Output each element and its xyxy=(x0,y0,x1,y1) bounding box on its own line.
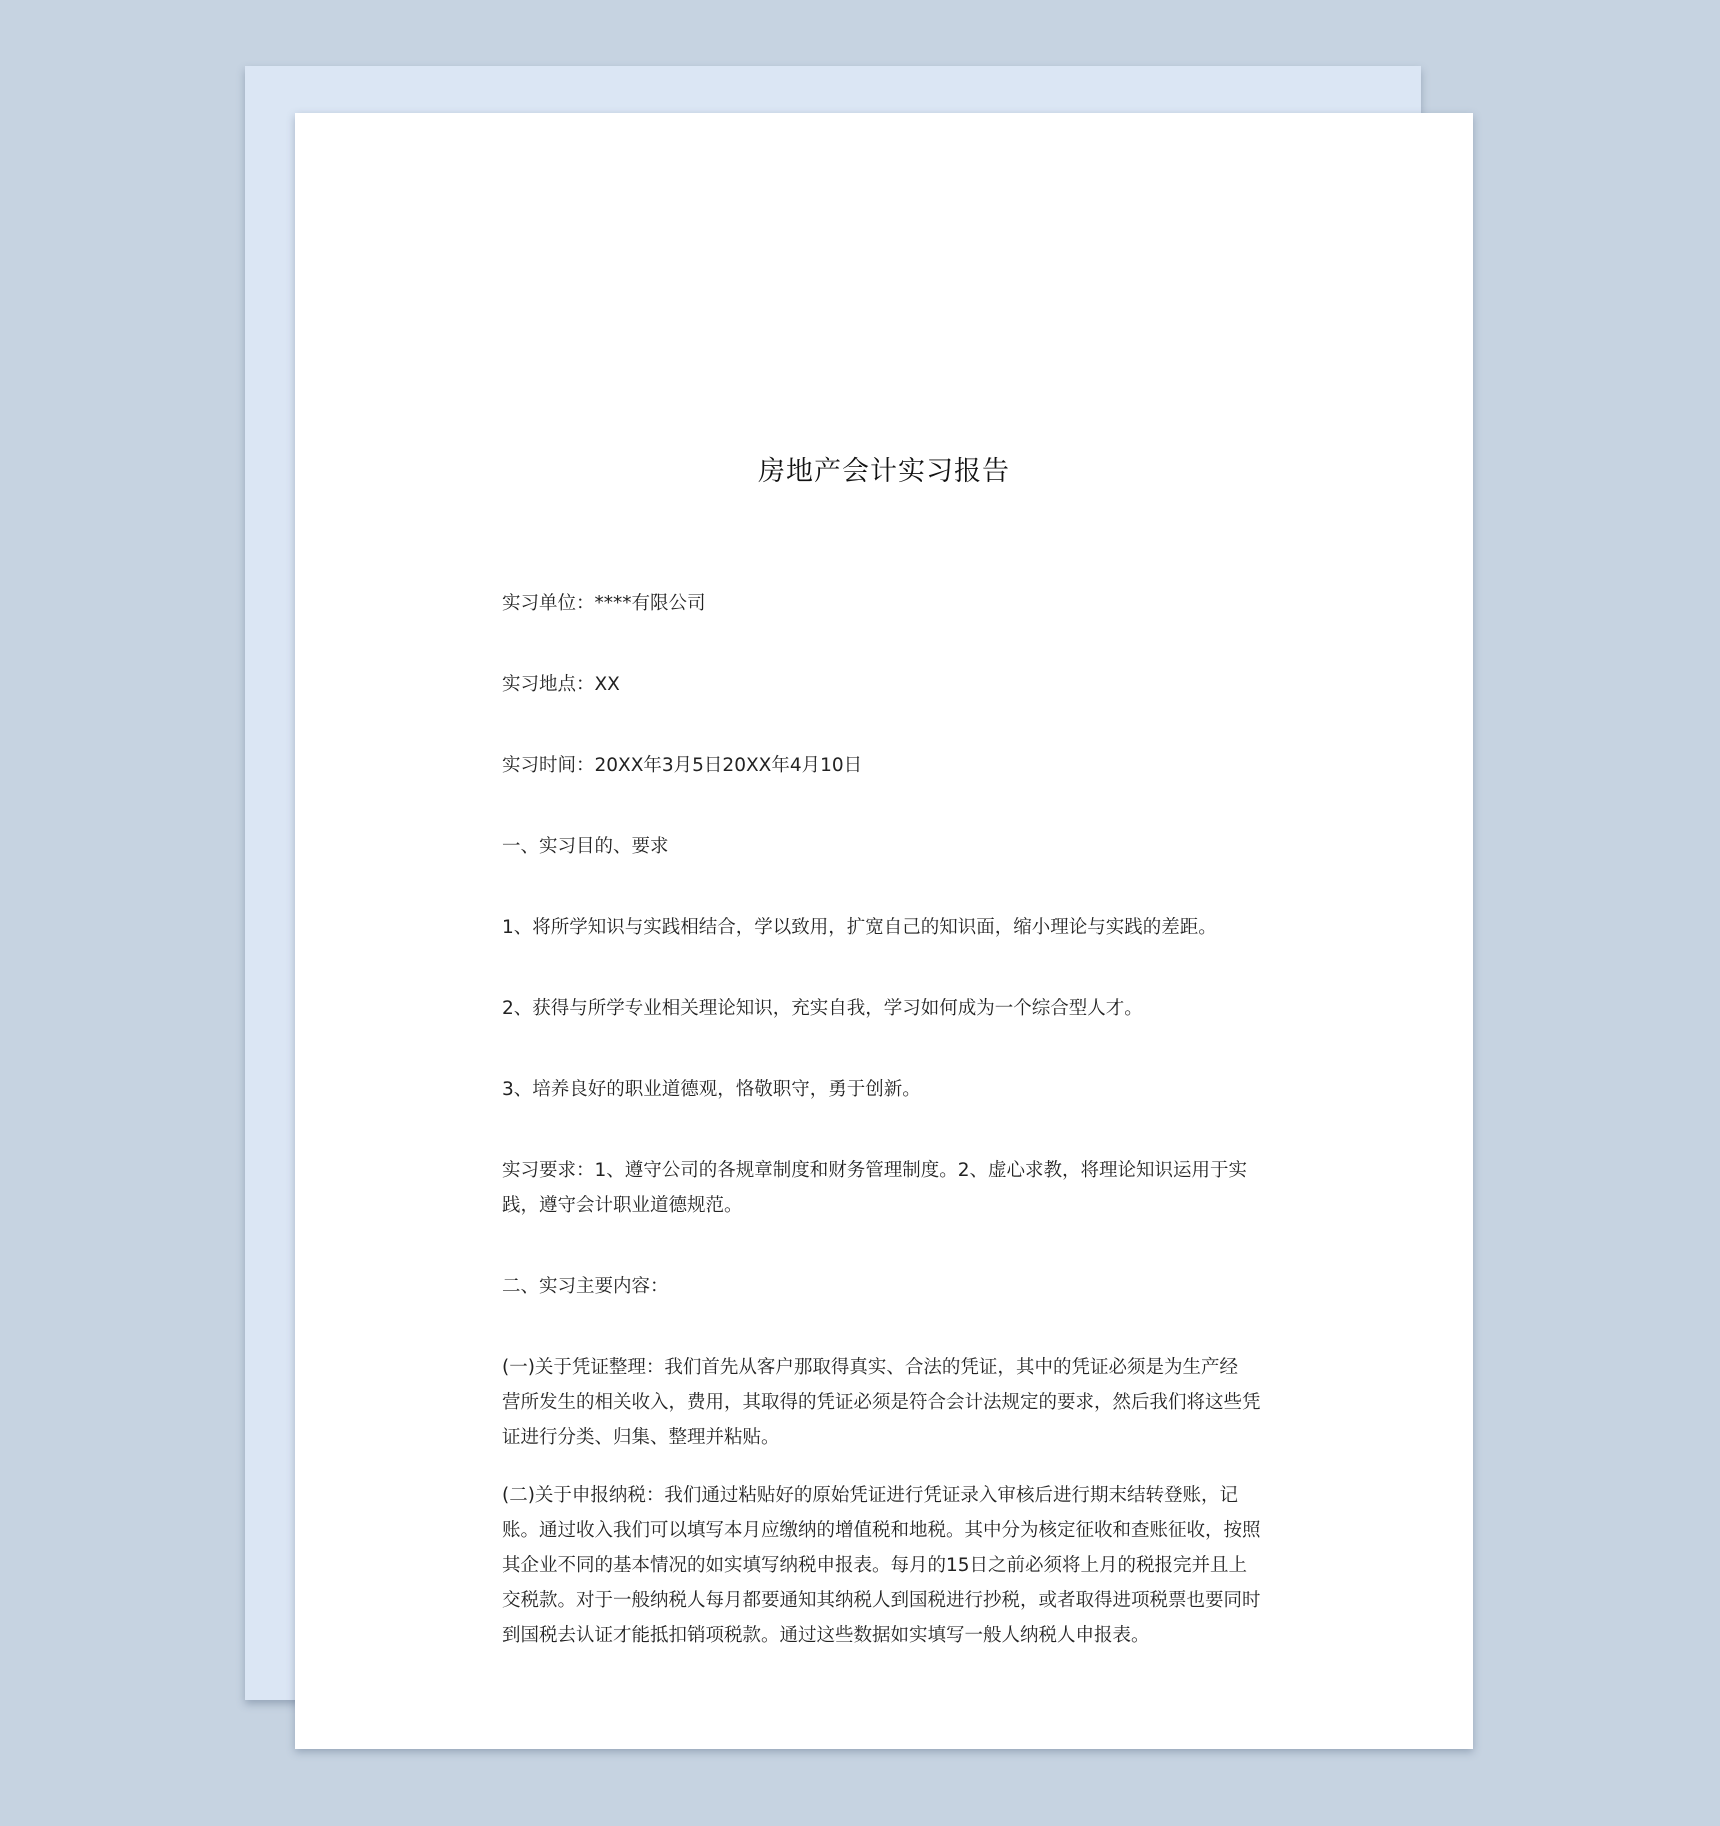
text-line: 实习地点：XX xyxy=(502,674,620,695)
text-line: 2、获得与所学专业相关理论知识，充实自我，学习如何成为一个综合型人才。 xyxy=(502,998,1143,1019)
paragraph xyxy=(502,1153,1282,1223)
text-line: 二、实习主要内容： xyxy=(502,1276,669,1297)
paragraph xyxy=(502,1350,1282,1455)
text-line: 一、实习目的、要求 xyxy=(502,836,669,857)
paragraph xyxy=(502,991,1282,1026)
text-line: 实习单位：****有限公司 xyxy=(502,593,706,614)
text-line: 交税款。对于一般纳税人每月都要通知其纳税人到国税进行抄税，或者取得进项税票也要同时 xyxy=(502,1590,1261,1611)
paragraph xyxy=(502,910,1282,945)
text-line: 证进行分类、归集、整理并粘贴。 xyxy=(502,1427,780,1448)
text-line: 践，遵守会计职业道德规范。 xyxy=(502,1195,743,1216)
text-line: 其企业不同的基本情况的如实填写纳税申报表。每月的15日之前必须将上月的税报完并且上 xyxy=(502,1555,1248,1576)
text-line: 实习要求：1、遵守公司的各规章制度和财务管理制度。2、虚心求教，将理论知识运用于实 xyxy=(502,1160,1248,1181)
paragraph xyxy=(502,667,1282,702)
text-line: 3、培养良好的职业道德观，恪敬职守，勇于创新。 xyxy=(502,1079,921,1100)
document-title: 房地产会计实习报告 xyxy=(758,456,1010,487)
paragraph xyxy=(502,748,1282,783)
paragraph xyxy=(502,1478,1282,1653)
paragraph xyxy=(502,829,1282,864)
text-line: (一)关于凭证整理：我们首先从客户那取得真实、合法的凭证，其中的凭证必须是为生产经 xyxy=(502,1357,1238,1378)
paragraph xyxy=(502,1072,1282,1107)
document-body xyxy=(502,586,1282,1699)
paragraph xyxy=(502,586,1282,621)
text-line: 实习时间：20XX年3月5日20XX年4月10日 xyxy=(502,755,863,776)
text-line: (二)关于申报纳税：我们通过粘贴好的原始凭证进行凭证录入审核后进行期末结转登账，记 xyxy=(502,1485,1238,1506)
text-line: 账。通过收入我们可以填写本月应缴纳的增值税和地税。其中分为核定征收和查账征收，按照 xyxy=(502,1520,1261,1541)
text-line: 营所发生的相关收入，费用，其取得的凭证必须是符合会计法规定的要求，然后我们将这些凭 xyxy=(502,1392,1261,1413)
text-line: 到国税去认证才能抵扣销项税款。通过这些数据如实填写一般人纳税人申报表。 xyxy=(502,1625,1150,1646)
document-page xyxy=(295,113,1473,1749)
text-line: 1、将所学知识与实践相结合，学以致用，扩宽自己的知识面，缩小理论与实践的差距。 xyxy=(502,917,1217,938)
paragraph xyxy=(502,1269,1282,1304)
